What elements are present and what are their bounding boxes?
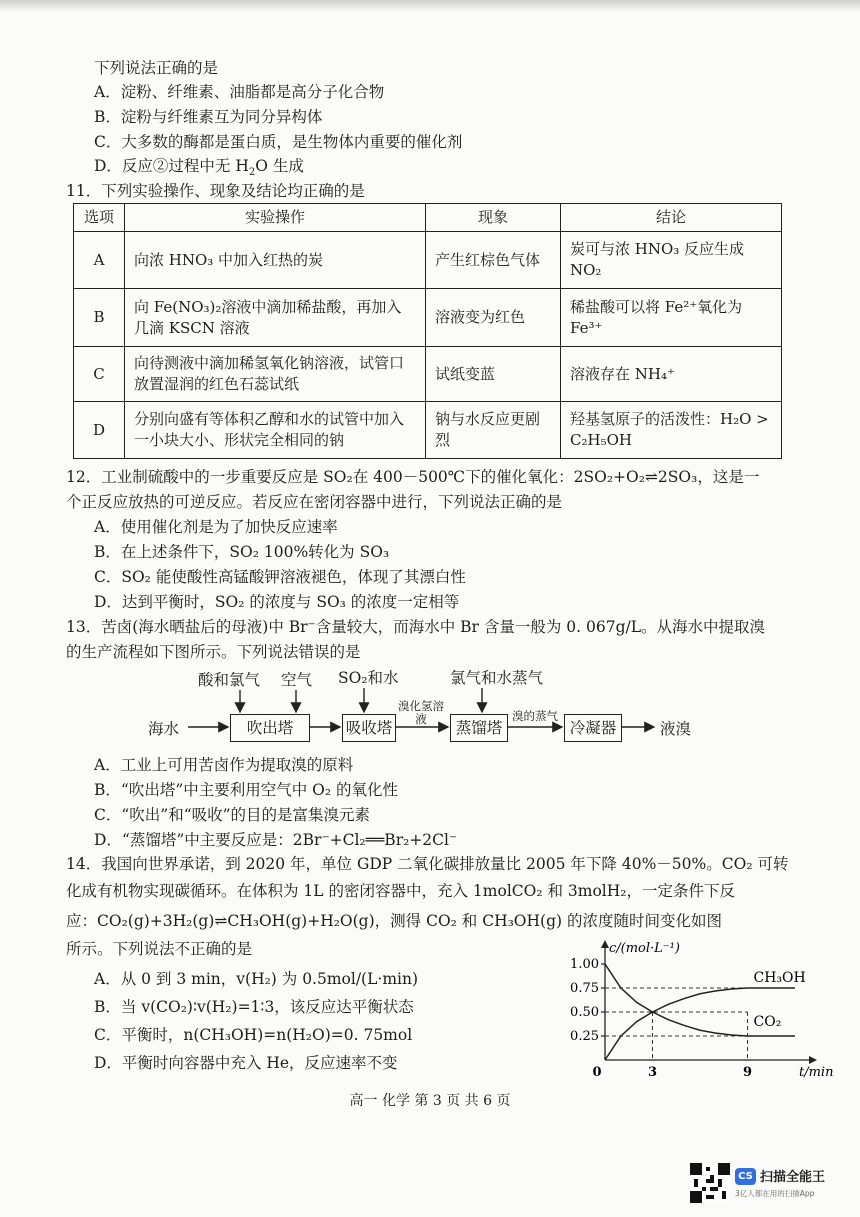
q12-option-c: C．SO₂ 能使酸性高锰酸钾溶液褪色，体现了其漂白性 [94, 568, 466, 586]
x-tick-label: 3 [647, 1065, 658, 1080]
q13-option-b: B．“吹出塔”中主要利用空气中 O₂ 的氧化性 [94, 781, 399, 799]
q12-option-d: D．达到平衡时，SO₂ 的浓度与 SO₃ 的浓度一定相等 [94, 593, 460, 611]
q10-stem: 下列说法正确的是 [94, 59, 219, 77]
x-axis-label: t/min [799, 1065, 834, 1080]
q12-line1: 12．工业制硫酸中的一步重要反应是 SO₂在 400－500℃下的催化氧化：2SO₂+O₂⇌2SO₃，这是一 [66, 468, 760, 486]
scanner-watermark [735, 1166, 847, 1204]
cell-operation: 分别向盛有等体积乙醇和水的试管中加入一小块大小、形状完全相同的钠 [125, 402, 426, 459]
box-absorption-tower: 吸收塔 [342, 714, 396, 742]
q11-table [73, 203, 782, 459]
cell-phenomenon: 钠与水反应更剧烈 [426, 402, 561, 459]
cell-operation: 向待测液中滴加稀氢氧化钠溶液，试管口放置湿润的红色石蕊试纸 [125, 347, 426, 402]
q14-line1: 14．我国向世界承诺，到 2020 年，单位 GDP 二氧化碳排放量比 2005 年下降 40%－50%。CO₂ 可转 [66, 855, 789, 873]
q12-option-a: A．使用催化剂是为了加快反应速率 [94, 518, 338, 536]
q13-option-d: D．“蒸馏塔”中主要反应是：2Br⁻+Cl₂══Br₂+2Cl⁻ [94, 831, 458, 849]
col-header-option: 选项 [74, 204, 125, 232]
cell-conclusion: 炭可与浓 HNO₃ 反应生成 NO₂ [561, 232, 782, 289]
box-condenser: 冷凝器 [564, 714, 622, 742]
input-air: 空气 [281, 671, 313, 689]
bromine-process-flow [150, 668, 710, 748]
page-footer: 高一 化学 第 3 页 共 6 页 [349, 1093, 511, 1109]
cell-phenomenon: 试纸变蓝 [426, 347, 561, 402]
q11-title: 11．下列实验操作、现象及结论均正确的是 [66, 182, 365, 200]
cell-operation: 向浓 HNO₃ 中加入红热的炭 [125, 232, 426, 289]
cell-conclusion: 稀盐酸可以将 Fe²⁺氧化为 Fe³⁺ [561, 289, 782, 347]
y-tick-label: 0.75 [570, 981, 599, 996]
label-bromine-vapor: 溴的蒸气 [512, 709, 558, 723]
q14-line3: 应：CO₂(g)+3H₂(g)⇌CH₃OH(g)+H₂O(g)，测得 CO₂ 和 CH₃OH(g) 的浓度随时间变化如图 [66, 912, 722, 930]
y-axis-label: c/(mol·L⁻¹) [609, 941, 680, 956]
cell-operation: 向 Fe(NO₃)₂溶液中滴加稀盐酸，再加入几滴 KSCN 溶液 [125, 289, 426, 347]
cell-conclusion: 溶液存在 NH₄⁺ [561, 347, 782, 402]
cell-option: B [74, 289, 125, 347]
x-tick-label: 9 [742, 1065, 753, 1080]
y-tick-label: 1.00 [570, 957, 599, 972]
q12-option-b: B．在上述条件下，SO₂ 100%转化为 SO₃ [94, 543, 390, 561]
x-axis-arrow [809, 1056, 817, 1064]
cell-phenomenon: 溶液变为红色 [426, 289, 561, 347]
y-tick-label: 0.25 [570, 1029, 599, 1044]
q10-option-a: A．淀粉、纤维素、油脂都是高分子化合物 [94, 83, 385, 101]
scanner-tagline: 3亿人都在用的扫描App [735, 1189, 815, 1198]
cell-conclusion: 羟基氢原子的活泼性：H₂O > C₂H₅OH [561, 402, 782, 459]
q14-line4: 所示。下列说法不正确的是 [66, 940, 253, 958]
y-axis-arrow [601, 940, 609, 948]
q13-option-c: C．“吹出”和“吸收”的目的是富集溴元素 [94, 806, 371, 824]
series-label-ch3oh: CH₃OH [753, 970, 806, 986]
box-blow-out-tower: 吹出塔 [230, 714, 310, 742]
input-chlorine-steam: 氯气和水蒸气 [450, 669, 544, 687]
q14-option-c: C．平衡时，n(CH₃OH)=n(H₂O)=0. 75mol [94, 1026, 413, 1044]
flow-start-seawater: 海水 [148, 720, 180, 738]
scan-top-edge [0, 0, 860, 12]
x-tick-label: 0 [592, 1065, 602, 1080]
input-acid-chlorine: 酸和氯气 [198, 671, 261, 689]
input-so2-water: SO₂和水 [338, 669, 399, 687]
table-row [74, 289, 782, 347]
table-row [74, 232, 782, 289]
table-row [74, 402, 782, 459]
series-label-co2: CO₂ [753, 1014, 782, 1030]
q14-line2: 化成有机物实现碳循环。在体积为 1L 的密闭容器中，充入 1molCO₂ 和 3molH₂，一定条件下反 [66, 882, 735, 900]
camscanner-logo: CS [735, 1168, 756, 1185]
q14-option-a: A．从 0 到 3 min，v(H₂) 为 0.5mol/(L·min) [94, 970, 419, 988]
q13-line2: 的生产流程如下图所示。下列说法错误的是 [66, 643, 361, 661]
col-header-operation: 实验操作 [125, 204, 426, 232]
y-tick-label: 0.50 [570, 1005, 599, 1020]
box-distillation-tower: 蒸馏塔 [450, 714, 508, 742]
cell-option: A [74, 232, 125, 289]
chart-svg [545, 940, 834, 1080]
q10-option-b: B．淀粉与纤维素互为同分异构体 [94, 108, 323, 126]
concentration-time-chart [545, 940, 834, 1080]
q10-option-c: C．大多数的酶都是蛋白质，是生物体内重要的催化剂 [94, 133, 463, 151]
col-header-conclusion: 结论 [561, 204, 782, 232]
q14-option-d: D．平衡时向容器中充入 He，反应速率不变 [94, 1054, 398, 1072]
flow-end-liquid-bromine: 液溴 [660, 720, 692, 738]
label-hbr-solution: 溴化氢溶液 [398, 699, 444, 726]
cell-phenomenon: 产生红棕色气体 [426, 232, 561, 289]
table-row [74, 347, 782, 402]
scanner-name: 扫描全能王 [760, 1170, 826, 1185]
q13-line1: 13．苦卤(海水晒盐后的母液)中 Br⁻含量较大，而海水中 Br 含量一般为 0. 067g/L。从海水中提取溴 [66, 618, 766, 636]
cell-option: C [74, 347, 125, 402]
q12-line2: 个正反应放热的可逆反应。若反应在密闭容器中进行，下列说法正确的是 [66, 493, 563, 511]
q13-option-a: A．工业上可用苦卤作为提取溴的原料 [94, 756, 354, 774]
col-header-phenomenon: 现象 [426, 204, 561, 232]
table-header-row [74, 204, 782, 232]
qr-code-icon [690, 1163, 730, 1203]
q10-option-d: D．反应②过程中无 $H_2O$ 生成 [94, 157, 304, 179]
q14-option-b: B．当 v(CO₂)∶v(H₂)=1∶3，该反应达平衡状态 [94, 998, 414, 1016]
cell-option: D [74, 402, 125, 459]
